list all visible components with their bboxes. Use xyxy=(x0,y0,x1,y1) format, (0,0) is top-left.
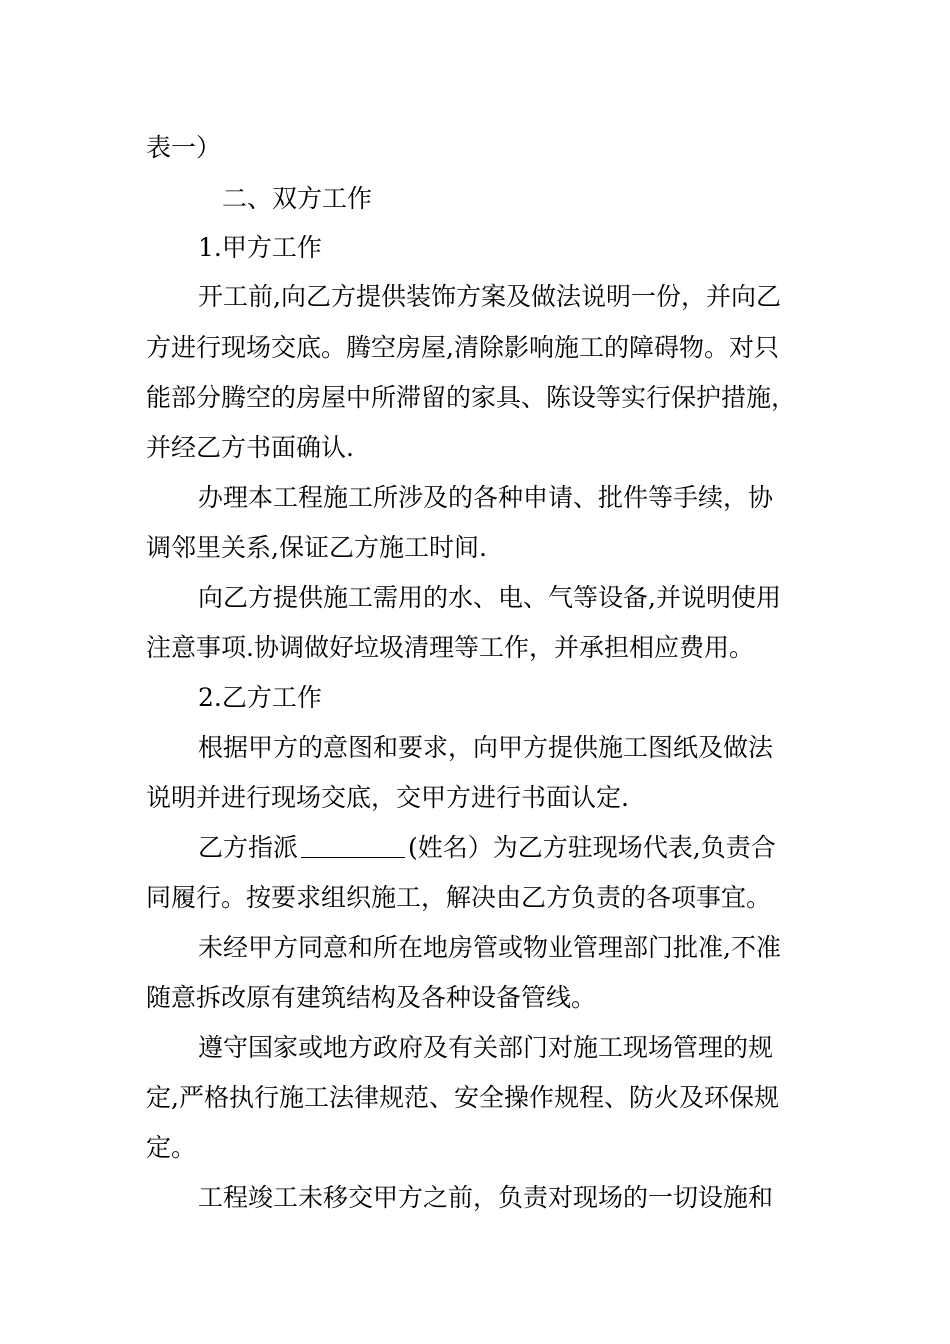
paragraph-line: 同履行。按要求组织施工，解决由乙方负责的各项事宜。 xyxy=(146,883,772,912)
paragraph-line: 遵守国家或地方政府及有关部门对施工现场管理的规 xyxy=(198,1033,774,1062)
paragraph-line: 办理本工程施工所涉及的各种申请、批件等手续，协 xyxy=(198,483,774,512)
paragraph-line: 根据甲方的意图和要求，向甲方提供施工图纸及做法 xyxy=(198,733,774,762)
paragraph-line: 定。 xyxy=(146,1133,197,1162)
paragraph-line-with-blank xyxy=(198,833,776,863)
paragraph-line: 向乙方提供施工需用的水、电、气等设备,并说明使用 xyxy=(198,583,781,612)
name-fill-blank xyxy=(301,835,405,858)
paragraph-line: 注意事项.协调做好垃圾清理等工作，并承担相应费用。 xyxy=(146,633,754,662)
text-fragment: 乙方指派 xyxy=(198,833,299,862)
paragraph-line: 开工前,向乙方提供装饰方案及做法说明一份，并向乙 xyxy=(198,282,781,311)
paragraph-line: 未经甲方同意和所在地房管或物业管理部门批准,不准 xyxy=(198,933,781,962)
subsection-heading-party-b: 2.乙方工作 xyxy=(198,683,322,712)
paragraph-line: 并经乙方书面确认. xyxy=(146,433,354,462)
text-fragment: (姓名）为乙方驻现场代表,负责合 xyxy=(408,833,776,862)
subsection-heading-party-a: 1.甲方工作 xyxy=(198,233,322,262)
paragraph-line: 随意拆改原有建筑结构及各种设备管线。 xyxy=(146,983,597,1012)
table-caption-fragment: 表一） xyxy=(146,133,222,162)
paragraph-line: 工程竣工未移交甲方之前，负责对现场的一切设施和 xyxy=(198,1183,774,1212)
section-heading: 二、双方工作 xyxy=(222,184,373,213)
paragraph-line: 定,严格执行施工法律规范、安全操作规程、防火及环保规 xyxy=(146,1083,779,1112)
paragraph-line: 方进行现场交底。腾空房屋,清除影响施工的障碍物。对只 xyxy=(146,333,779,362)
paragraph-line: 调邻里关系,保证乙方施工时间. xyxy=(146,533,487,562)
paragraph-line: 能部分腾空的房屋中所滞留的家具、陈设等实行保护措施， xyxy=(146,383,797,412)
paragraph-line: 说明并进行现场交底，交甲方进行书面认定. xyxy=(146,783,629,812)
